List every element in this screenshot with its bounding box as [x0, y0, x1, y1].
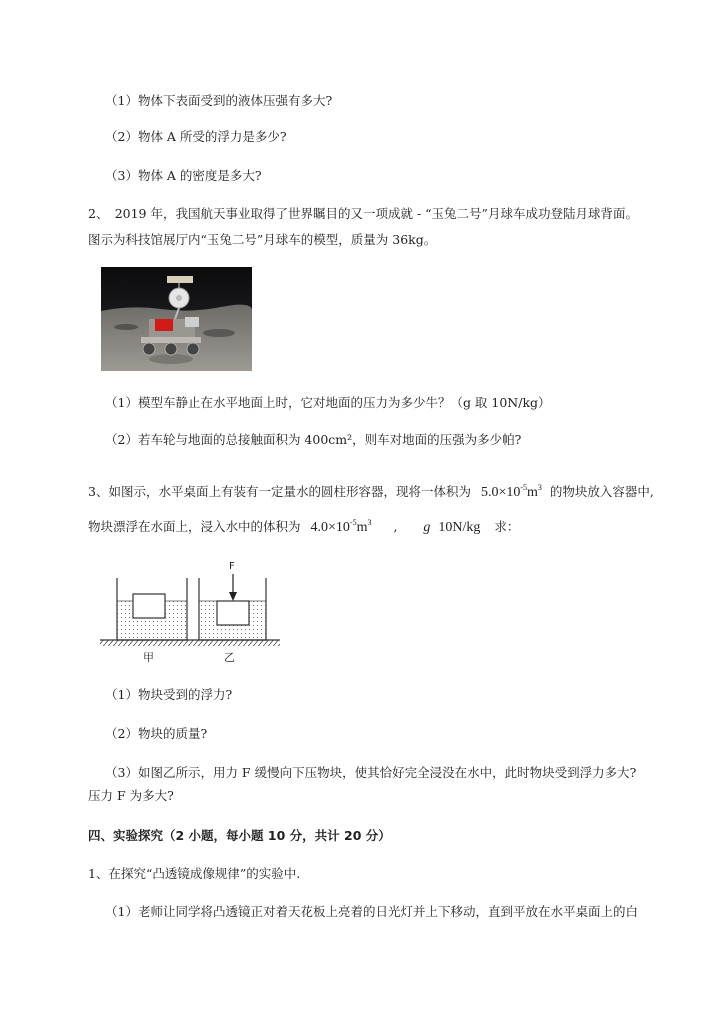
label-jia: 甲	[143, 651, 154, 664]
q3-line2-text: 物块漂浮在水面上，浸入水中的体积为	[88, 519, 301, 534]
section4-q1: 1、在探究“凸透镜成像规律”的实验中.	[88, 866, 301, 881]
q3-line1-tail: 的物块放入容器中,	[549, 484, 654, 499]
q3-volume-formula: $5.0\times 10^{-5}m^3$	[480, 483, 542, 500]
q2-sub1: （1）模型车静止在水平地面上时，它对地面的压力为多少牛？（g 取 10N/kg）	[105, 395, 551, 410]
force-label: F	[229, 561, 235, 572]
q3-line2-tail: 求：	[494, 519, 520, 534]
q1-sub2: （2）物体 A 所受的浮力是多少?	[105, 129, 287, 144]
container-diagram	[100, 560, 280, 668]
q3-sub2: （2）物块的质量?	[105, 726, 208, 741]
q3-line1	[88, 479, 654, 502]
section4-heading: 四、实验探究（2 小题，每小题 10 分，共计 20 分）	[88, 828, 391, 843]
q3-g-value: 10N/kg	[438, 520, 481, 535]
q3-sub1: （1）物块受到的浮力?	[105, 687, 233, 702]
q2-line1: 2、 2019 年，我国航天事业取得了世界瞩目的又一项成就 - “玉兔二号”月球车成功登陆月球背面。	[88, 206, 638, 221]
q3-line1-text: 3、如图示，水平桌面上有装有一定量水的圆柱形容器，现将一体积为	[88, 484, 471, 499]
q1-sub3: （3）物体 A 的密度是多大?	[105, 168, 262, 183]
q3-sub3-line1: （3）如图乙所示，用力 F 缓慢向下压物块，使其恰好完全浸没在水中，此时物块受到浮力多大?	[105, 765, 637, 780]
q3-line2: 物块漂浮在水面上，浸入水中的体积为 $4.0\times 10^{-5}m^3$ , g 10N/kg 求：	[88, 518, 520, 535]
section4-q1-sub1: （1）老师让同学将凸透镜正对着天花板上亮着的日光灯并上下移动，直到平放在水平桌面上的白	[105, 904, 638, 919]
q1-sub1: （1）物体下表面受到的液体压强有多大?	[105, 93, 333, 108]
q3-g-symbol: g	[423, 520, 431, 535]
q2-line2: 图示为科技馆展厅内“玉兔二号”月球车的模型，质量为 36kg。	[88, 232, 437, 247]
label-yi: 乙	[224, 651, 235, 664]
q3-submerged-formula: $4.0\times 10^{-5}m^3$	[310, 518, 372, 535]
q2-sub2: （2）若车轮与地面的总接触面积为 400cm²，则车对地面的压强为多少帕?	[105, 432, 522, 447]
lunar-rover-photo	[101, 267, 252, 371]
q3-sub3-line2: 压力 F 为多大?	[88, 788, 174, 803]
